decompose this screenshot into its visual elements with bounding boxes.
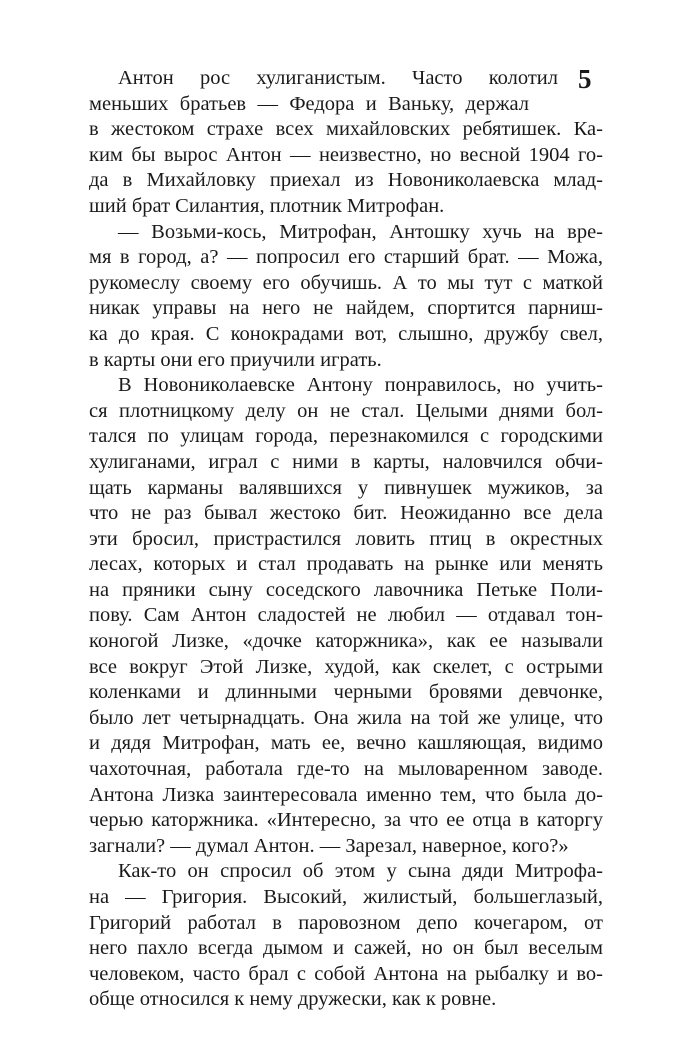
text-line: что не раз бывал жестоко бит. Неожиданно все дела [89,502,603,525]
text-line: Григорий работал в паровозном депо кочегаром, от [89,911,603,934]
page-number: 5 [578,64,592,94]
body-text [89,66,603,1013]
text-line: него пахло всегда дымом и сажей, но он был веселым [89,937,603,960]
text-line: черью каторжника. «Интересно, за что ее отца в каторгу [89,809,603,832]
text-line: Как-то он спросил об этом у сына дяди Митрофа- [118,860,603,883]
text-line: в карты они его приучили играть. [89,348,382,371]
text-line: щать карманы валявшихся у пивнушек мужиков, за [89,476,603,499]
text-line: ся плотницкому делу он не стал. Целыми днями бол- [89,399,603,422]
text-line: эти бросил, пристрастился ловить птиц в окрестных [89,527,603,550]
text-line: обще относился к нему дружески, как к ровне. [89,988,497,1011]
text-line: рукомеслу своему его обучишь. А то мы тут с маткой [89,271,603,294]
text-line: коленками и длинными черными бровями девчонке, [89,681,603,704]
text-line: лесах, которых и стал продавать на рынке или менять [89,553,603,576]
text-line: — Возьми-кось, Митрофан, Антошку хучь на вре- [118,220,603,243]
text-line: ка до края. С конокрадами вот, слышно, дружбу свел, [89,322,603,345]
text-line: чахоточная, работала где-то на мыловаренном заводе. [89,758,603,781]
text-line: и дядя Митрофан, мать ее, вечно кашляющая, видимо [89,732,603,755]
text-line: хулиганами, играл с ними в карты, наловчился обчи- [89,450,603,473]
text-line: все вокруг Этой Лизке, худой, как скелет, с острыми [89,655,603,678]
text-line: ким бы вырос Антон — неизвестно, но весной 1904 го- [89,143,603,166]
text-line: В Новониколаевске Антону понравилось, но учить- [118,374,603,397]
text-line: Антона Лизка заинтересовала именно тем, что была до- [89,783,603,806]
text-line: никак управы на него не найдем, спортится парниш- [89,297,603,320]
text-line: на — Григория. Высокий, жилистый, большеглазый, [89,886,603,908]
text-line: коногой Лизке, «дочке каторжника», как ее называли [89,630,603,653]
text-line: ший брат Силантия, плотник Митрофан. [89,194,445,217]
text-line: пову. Сам Антон сладостей не любил — отдавал тон- [89,604,603,627]
text-line: Антон рос хулиганистым. Часто колотил [118,67,558,89]
text-line: на пряники сыну соседского лавочника Петьке Поли- [89,578,603,601]
text-line: загнали? — думал Антон. — Зарезал, наверное, кого?» [89,834,569,857]
text-line: тался по улицам города, перезнакомился с городскими [89,425,603,448]
text-line: в жестоком страхе всех михайловских ребятишек. Ка- [89,118,603,141]
text-line: было лет четырнадцать. Она жила на той же улице, что [89,706,603,729]
text-line: да в Михайловку приехал из Новониколаевска млад- [89,169,603,192]
text-line: меньших братьев — Федора и Ваньку, держал [89,92,529,115]
text-line: человеком, часто брал с собой Антона на рыбалку и во- [89,962,603,985]
text-line: мя в город, а? — попросил его старший брат. — Можа, [89,246,603,269]
